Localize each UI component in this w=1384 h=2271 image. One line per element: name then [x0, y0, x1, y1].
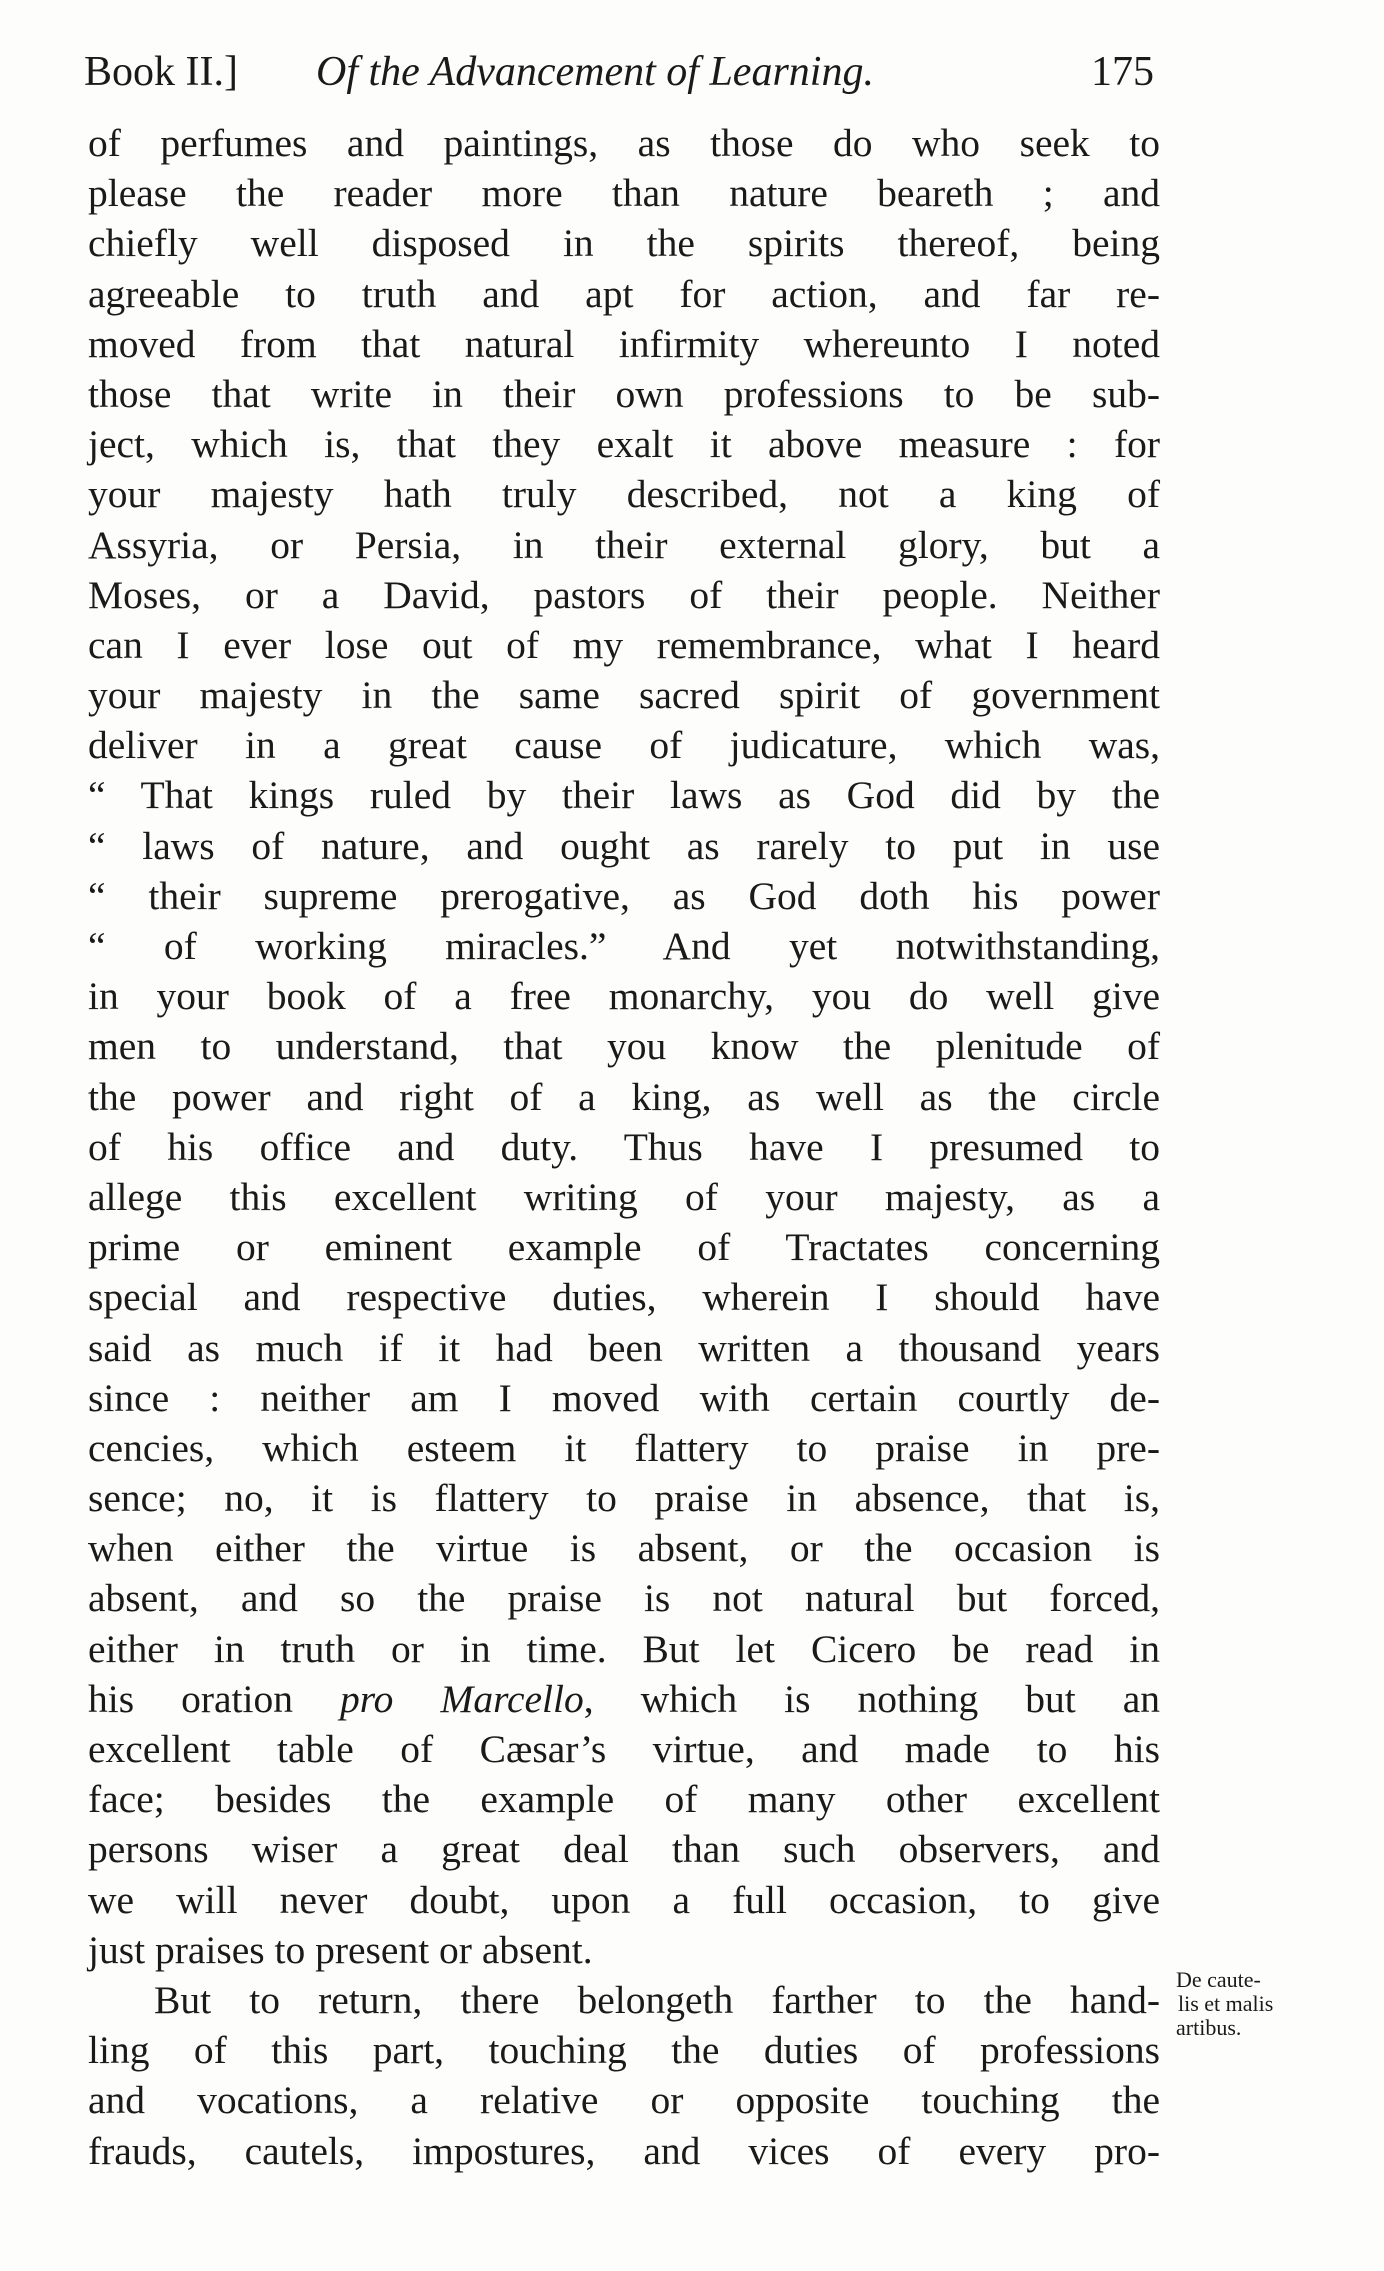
- text-line: in your book of a free monarchy, you do well give: [88, 974, 1160, 1019]
- marginal-note-line: artibus.: [1176, 2015, 1242, 2040]
- marginal-note: [1176, 1968, 1336, 2040]
- text-line: those that write in their own professions to be sub-: [88, 371, 1160, 416]
- text-line: frauds, cautels, impostures, and vices of every pro-: [88, 2128, 1160, 2173]
- text-line: said as much if it had been written a thousand years: [88, 1325, 1160, 1370]
- text-line: “ That kings ruled by their laws as God did by the: [88, 773, 1160, 818]
- text-line: moved from that natural infirmity whereunto I noted: [88, 321, 1160, 366]
- text-line: your majesty hath truly described, not a king of: [88, 472, 1160, 517]
- text-line: agreeable to truth and apt for action, and far re-: [88, 271, 1160, 316]
- text-line: “ laws of nature, and ought as rarely to put in use: [88, 823, 1160, 868]
- text-line: “ their supreme prerogative, as God doth his power: [88, 873, 1160, 918]
- text-line: please the reader more than nature beareth ; and: [88, 171, 1160, 216]
- text-line: allege this excellent writing of your majesty, as a: [88, 1174, 1160, 1219]
- paragraph-start-line: But to return, there belongeth farther to the hand-: [154, 1977, 1160, 2022]
- text-line: can I ever lose out of my remembrance, what I heard: [88, 622, 1160, 667]
- text-line: since : neither am I moved with certain courtly de-: [88, 1375, 1160, 1420]
- text-line: absent, and so the praise is not natural but forced,: [88, 1576, 1160, 1621]
- text-line: Moses, or a David, pastors of their people. Neither: [88, 572, 1160, 617]
- text-line: of his office and duty. Thus have I presumed to: [88, 1124, 1160, 1169]
- running-head: [84, 42, 1154, 102]
- text-line: sence; no, it is flattery to praise in absence, that is,: [88, 1476, 1160, 1521]
- body-text: [88, 118, 1160, 2176]
- text-line: the power and right of a king, as well as the circle: [88, 1074, 1160, 1119]
- text-line: special and respective duties, wherein I should have: [88, 1275, 1160, 1320]
- italic-title: pro Marcello: [340, 1676, 584, 1721]
- paragraph-end-line: just praises to present or absent.: [88, 1927, 593, 1972]
- book-title: Of the Advancement of Learning.: [316, 49, 874, 95]
- marginal-note-line: lis et malis: [1178, 1991, 1274, 2016]
- text-line-with-italic: his oration pro Marcello, which is nothing but an: [88, 1676, 1160, 1721]
- text-line: ling of this part, touching the duties of professions: [88, 2028, 1160, 2073]
- text-line: either in truth or in time. But let Cicero be read in: [88, 1626, 1160, 1671]
- text-line: face; besides the example of many other excellent: [88, 1777, 1160, 1822]
- text-line: of perfumes and paintings, as those do who seek to: [88, 121, 1160, 165]
- marginal-note-line: De caute-: [1176, 1967, 1261, 1992]
- text-line: cencies, which esteem it flattery to praise in pre-: [88, 1425, 1160, 1470]
- text-line: chiefly well disposed in the spirits thereof, being: [88, 221, 1160, 266]
- text-line: and vocations, a relative or opposite touching the: [88, 2078, 1160, 2123]
- text-line: excellent table of Cæsar’s virtue, and made to his: [88, 1727, 1160, 1771]
- book-label: Book II.]: [84, 49, 238, 95]
- text-line: persons wiser a great deal than such observers, and: [88, 1827, 1160, 1872]
- text-line: prime or eminent example of Tractates concerning: [88, 1225, 1160, 1270]
- text-line: Assyria, or Persia, in their external glory, but a: [88, 522, 1160, 567]
- text-line: men to understand, that you know the plenitude of: [88, 1024, 1160, 1069]
- text-line: your majesty in the same sacred spirit of government: [88, 673, 1160, 718]
- page-number: 175: [1091, 49, 1154, 95]
- text-line: “ of working miracles.” And yet notwithstanding,: [88, 924, 1160, 968]
- text-line: we will never doubt, upon a full occasion, to give: [88, 1877, 1160, 1922]
- text-line: ject, which is, that they exalt it above measure : for: [88, 422, 1160, 467]
- text-line: when either the virtue is absent, or the occasion is: [88, 1526, 1160, 1571]
- text-line: deliver in a great cause of judicature, which was,: [88, 723, 1160, 768]
